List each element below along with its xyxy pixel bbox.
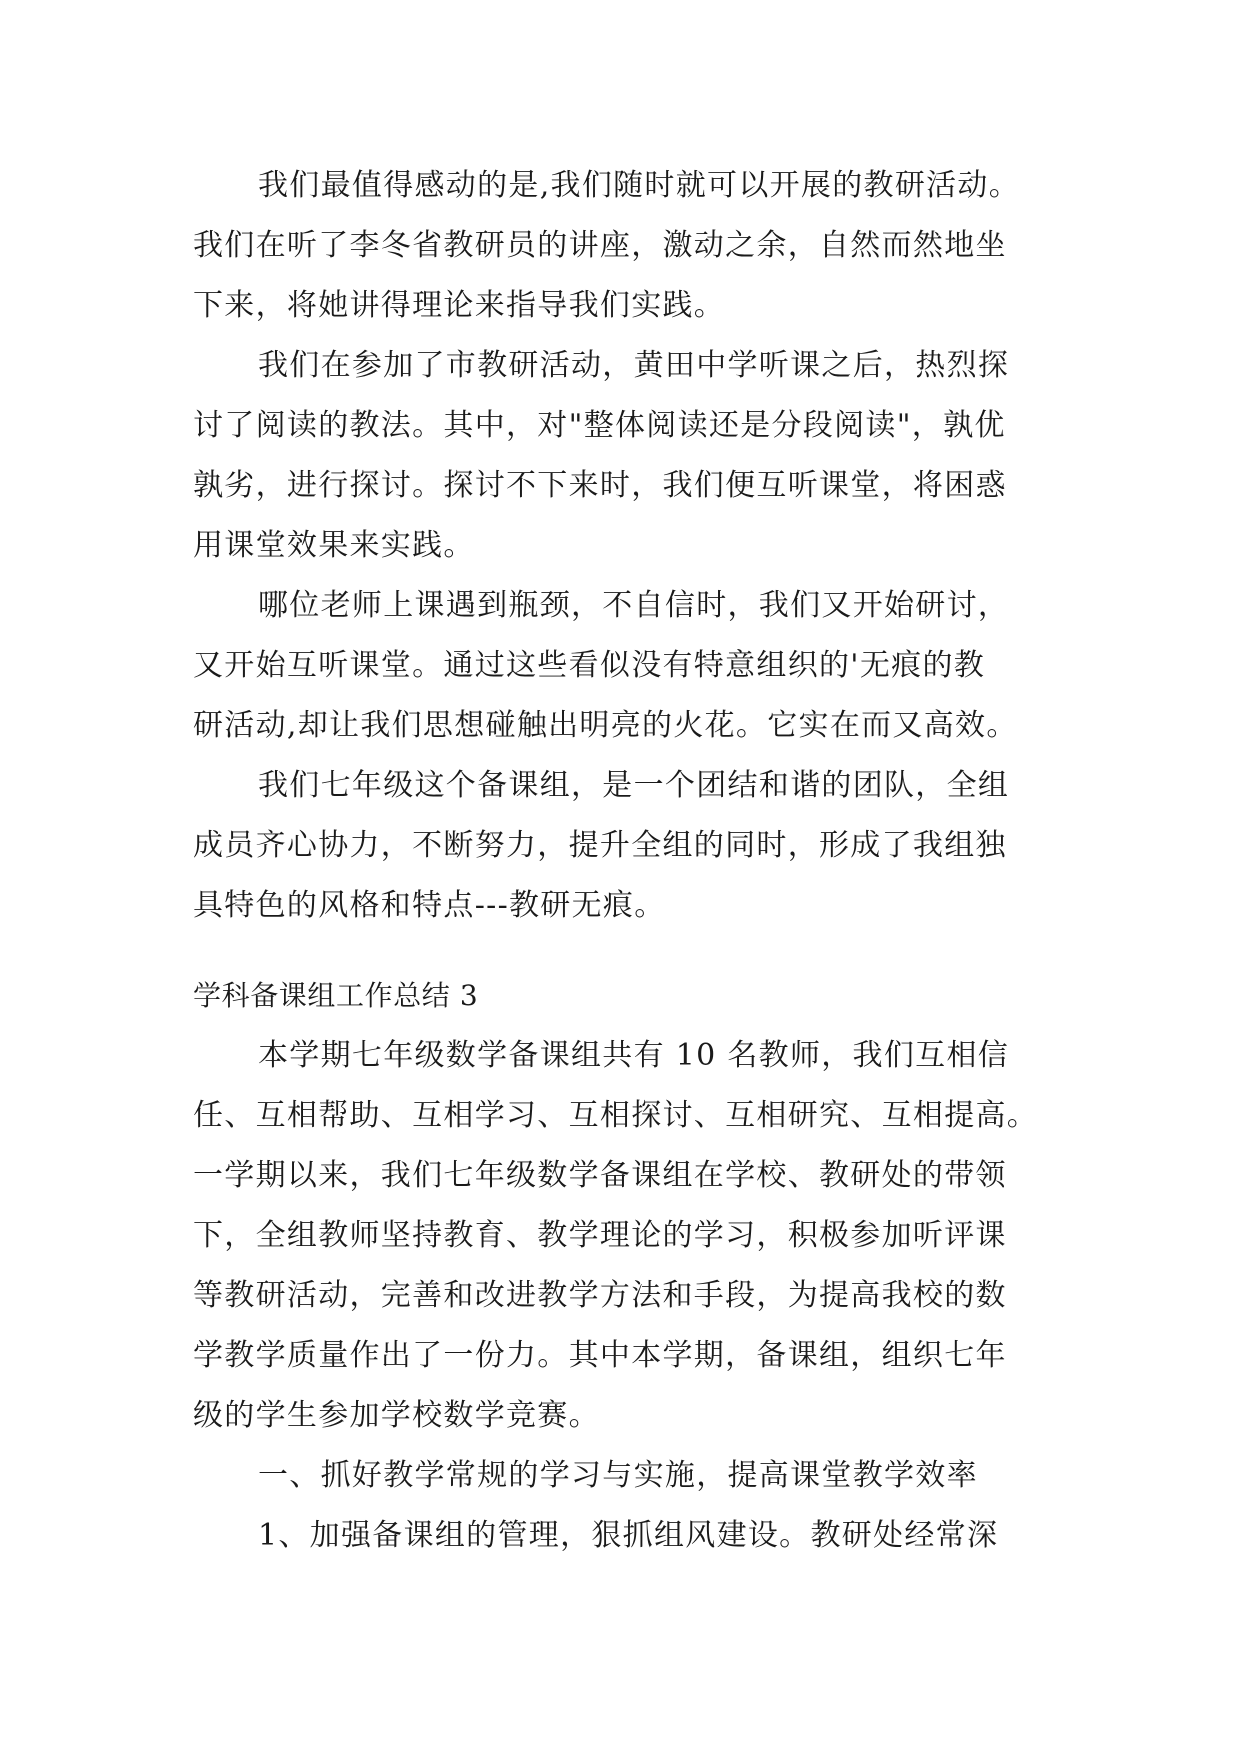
paragraph-line: 我们最值得感动的是,我们随时就可以开展的教研活动。 [258, 168, 1021, 203]
paragraph-line: 等教研活动，完善和改进教学方法和手段，为提高我校的数 [193, 1278, 1007, 1313]
paragraph-line: 1、加强备课组的管理，狠抓组风建设。教研处经常深 [258, 1518, 999, 1553]
paragraph-line: 任、互相帮助、互相学习、互相探讨、互相研究、互相提高。 [193, 1098, 1039, 1133]
paragraph-line: 用课堂效果来实践。 [193, 528, 475, 563]
paragraph-line: 讨了阅读的教法。其中，对"整体阅读还是分段阅读"，孰优 [193, 408, 1006, 443]
paragraph-line: 孰劣，进行探讨。探讨不下来时，我们便互听课堂，将困惑 [193, 468, 1007, 503]
paragraph-line: 下，全组教师坚持教育、教学理论的学习，积极参加听评课 [193, 1218, 1007, 1253]
paragraph-line: 我们七年级这个备课组，是一个团结和谐的团队，全组 [258, 768, 1010, 803]
paragraph-line: 我们在听了李冬省教研员的讲座，激动之余，自然而然地坐 [193, 228, 1007, 263]
paragraph-line: 一、抓好教学常规的学习与实施，提高课堂教学效率 [258, 1458, 978, 1493]
section-heading: 学科备课组工作总结 3 [193, 979, 479, 1012]
paragraph-line: 本学期七年级数学备课组共有 10 名教师，我们互相信 [258, 1038, 1010, 1073]
paragraph-line: 哪位老师上课遇到瓶颈，不自信时，我们又开始研讨， [258, 588, 1010, 623]
paragraph-line: 一学期以来，我们七年级数学备课组在学校、教研处的带领 [193, 1158, 1007, 1193]
paragraph-line: 级的学生参加学校数学竞赛。 [193, 1398, 600, 1433]
paragraph-line: 具特色的风格和特点---教研无痕。 [193, 888, 666, 923]
paragraph-line: 成员齐心协力，不断努力，提升全组的同时，形成了我组独 [193, 828, 1007, 863]
paragraph-line: 我们在参加了市教研活动，黄田中学听课之后，热烈探 [258, 348, 1010, 383]
paragraph-line: 又开始互听课堂。通过这些看似没有特意组织的'无痕的教 [193, 648, 986, 683]
paragraph-line: 研活动,却让我们思想碰触出明亮的火花。它实在而又高效。 [193, 708, 1018, 743]
paragraph-line: 下来，将她讲得理论来指导我们实践。 [193, 288, 726, 323]
paragraph-line: 学教学质量作出了一份力。其中本学期，备课组，组织七年 [193, 1338, 1007, 1373]
